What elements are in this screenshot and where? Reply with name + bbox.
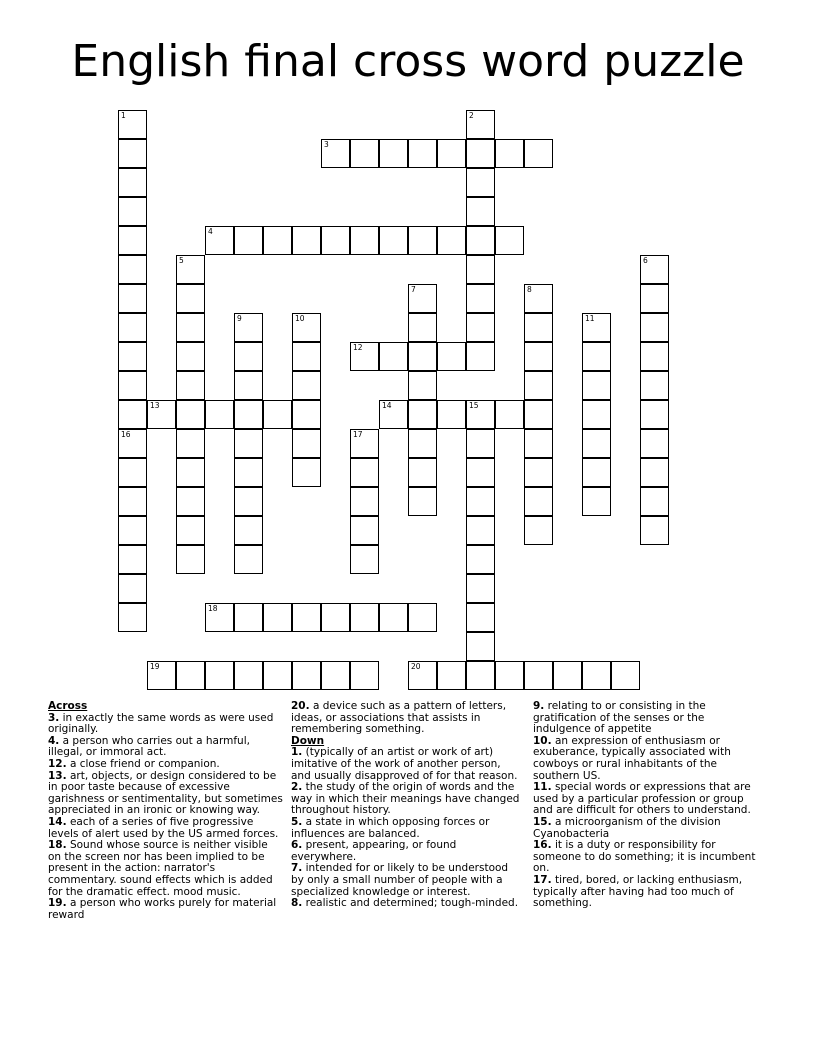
grid-cell[interactable] <box>466 429 495 458</box>
grid-cell[interactable] <box>466 110 495 139</box>
clues-column-1 <box>48 701 284 921</box>
grid-cell[interactable] <box>292 313 321 342</box>
grid-cell[interactable] <box>205 226 234 255</box>
clue-down-6[interactable] <box>291 840 523 863</box>
grid-cell[interactable] <box>118 139 147 168</box>
grid-cell[interactable] <box>437 139 466 168</box>
grid-cell[interactable] <box>524 400 553 429</box>
grid-cell[interactable] <box>118 487 147 516</box>
grid-cell[interactable] <box>205 661 234 690</box>
clue-number: 3. <box>48 711 60 724</box>
grid-cell[interactable] <box>437 400 466 429</box>
clue-number-label: 6 <box>643 256 648 265</box>
clue-number: 11. <box>533 781 552 794</box>
grid-cell[interactable] <box>640 284 669 313</box>
clue-number: 16. <box>533 839 552 852</box>
clue-number: 8. <box>291 897 303 910</box>
grid-cell[interactable] <box>379 342 408 371</box>
grid-cell[interactable] <box>350 429 379 458</box>
clue-text: (typically of an artist or work of art) imitative of the work of another person, and usually disapproved of for that reason. <box>291 746 518 782</box>
grid-cell[interactable] <box>234 458 263 487</box>
grid-cell[interactable] <box>466 545 495 574</box>
grid-cell[interactable] <box>466 284 495 313</box>
grid-cell[interactable] <box>350 139 379 168</box>
clue-text: a person who works purely for material reward <box>48 897 277 921</box>
grid-cell[interactable] <box>234 226 263 255</box>
grid-cell[interactable] <box>466 603 495 632</box>
grid-cell[interactable] <box>350 226 379 255</box>
grid-cell[interactable] <box>640 371 669 400</box>
grid-cell[interactable] <box>176 255 205 284</box>
grid-cell[interactable] <box>176 371 205 400</box>
grid-cell[interactable] <box>118 168 147 197</box>
clue-down-17[interactable] <box>533 875 765 910</box>
grid-cell[interactable] <box>118 110 147 139</box>
grid-cell[interactable] <box>234 545 263 574</box>
grid-cell[interactable] <box>118 313 147 342</box>
grid-cell[interactable] <box>640 313 669 342</box>
grid-cell[interactable] <box>263 226 292 255</box>
grid-cell[interactable] <box>408 487 437 516</box>
clue-number-label: 17 <box>353 430 363 439</box>
clue-text: present, appearing, or found everywhere. <box>291 839 457 863</box>
grid-cell[interactable] <box>466 574 495 603</box>
clue-down-1[interactable] <box>291 747 523 782</box>
grid-cell[interactable] <box>350 487 379 516</box>
clue-across-3[interactable] <box>48 713 284 736</box>
grid-cell[interactable] <box>524 284 553 313</box>
clue-number: 17. <box>533 873 552 886</box>
grid-cell[interactable] <box>582 429 611 458</box>
grid-cell[interactable] <box>350 661 379 690</box>
clue-down-9[interactable] <box>533 701 765 736</box>
grid-cell[interactable] <box>640 487 669 516</box>
clues-column-3 <box>533 701 765 910</box>
grid-cell[interactable] <box>292 429 321 458</box>
clue-number-label: 11 <box>585 314 595 323</box>
clue-number: 7. <box>291 862 303 875</box>
grid-cell[interactable] <box>350 545 379 574</box>
grid-cell[interactable] <box>582 661 611 690</box>
grid-cell[interactable] <box>234 371 263 400</box>
grid-cell[interactable] <box>147 661 176 690</box>
clue-number: 15. <box>533 815 552 828</box>
grid-cell[interactable] <box>118 400 147 429</box>
clue-across-4[interactable] <box>48 736 284 759</box>
clue-down-16[interactable] <box>533 840 765 875</box>
grid-cell[interactable] <box>118 458 147 487</box>
clue-number-label: 14 <box>382 401 392 410</box>
clue-down-10[interactable] <box>533 736 765 782</box>
grid-cell[interactable] <box>263 661 292 690</box>
clue-number-label: 12 <box>353 343 363 352</box>
clue-across-14[interactable] <box>48 817 284 840</box>
grid-cell[interactable] <box>176 487 205 516</box>
grid-cell[interactable] <box>408 661 437 690</box>
grid-cell[interactable] <box>234 487 263 516</box>
clue-number-label: 16 <box>121 430 131 439</box>
grid-cell[interactable] <box>118 255 147 284</box>
clue-number-label: 19 <box>150 662 160 671</box>
grid-cell[interactable] <box>524 516 553 545</box>
grid-cell[interactable] <box>321 139 350 168</box>
grid-cell[interactable] <box>176 400 205 429</box>
clue-number-label: 5 <box>179 256 184 265</box>
clue-text: it is a duty or responsibility for someone to do something; it is incumbent on. <box>533 839 756 875</box>
grid-cell[interactable] <box>379 603 408 632</box>
grid-cell[interactable] <box>495 661 524 690</box>
grid-cell[interactable] <box>466 342 495 371</box>
clue-number-label: 13 <box>150 401 160 410</box>
clue-number-label: 10 <box>295 314 305 323</box>
across-heading: Across <box>48 700 88 712</box>
grid-cell[interactable] <box>466 313 495 342</box>
clue-down-2[interactable] <box>291 782 523 817</box>
clues-column-2 <box>291 701 523 910</box>
down-heading: Down <box>291 734 325 747</box>
clue-text: Sound whose source is neither visible on the screen nor has been implied to be present in the action: narrator's commentary. sound effects which is added for the dramatic effect. mood music. <box>48 839 273 898</box>
clue-across-18[interactable] <box>48 840 284 898</box>
grid-cell[interactable] <box>118 574 147 603</box>
grid-cell[interactable] <box>582 487 611 516</box>
clue-number-label: 20 <box>411 662 421 671</box>
clue-down-15[interactable] <box>533 817 765 840</box>
puzzle-title: English final cross word puzzle <box>71 36 745 87</box>
clue-number: 20. <box>291 700 310 712</box>
clue-down-5[interactable] <box>291 817 523 840</box>
grid-cell[interactable] <box>118 197 147 226</box>
clue-text: tired, bored, or lacking enthusiasm, typically after having had too much of something. <box>533 873 743 910</box>
grid-cell[interactable] <box>176 429 205 458</box>
grid-cell[interactable] <box>553 661 582 690</box>
clue-text: a state in which opposing forces or influences are balanced. <box>291 815 490 840</box>
grid-cell[interactable] <box>582 342 611 371</box>
grid-cell[interactable] <box>176 342 205 371</box>
grid-cell[interactable] <box>118 429 147 458</box>
grid-cell[interactable] <box>408 313 437 342</box>
grid-cell[interactable] <box>292 342 321 371</box>
grid-cell[interactable] <box>524 342 553 371</box>
grid-cell[interactable] <box>582 400 611 429</box>
clue-number: 9. <box>533 700 545 712</box>
grid-cell[interactable] <box>640 429 669 458</box>
grid-cell[interactable] <box>118 516 147 545</box>
grid-cell[interactable] <box>118 371 147 400</box>
grid-cell[interactable] <box>466 226 495 255</box>
grid-cell[interactable] <box>176 458 205 487</box>
grid-cell[interactable] <box>640 342 669 371</box>
grid-cell[interactable] <box>408 400 437 429</box>
grid-cell[interactable] <box>379 139 408 168</box>
grid-cell[interactable] <box>408 342 437 371</box>
grid-cell[interactable] <box>147 400 176 429</box>
grid-cell[interactable] <box>176 313 205 342</box>
grid-cell[interactable] <box>118 284 147 313</box>
grid-cell[interactable] <box>524 487 553 516</box>
clue-text: relating to or consisting in the gratification of the senses or the indulgence of appetite <box>533 700 706 736</box>
grid-cell[interactable] <box>176 516 205 545</box>
clue-number: 12. <box>48 757 67 770</box>
grid-cell[interactable] <box>495 226 524 255</box>
clue-text: a device such as a pattern of letters, ideas, or associations that assists in remembering something. <box>291 700 507 736</box>
clue-number-label: 1 <box>121 111 126 120</box>
grid-cell[interactable] <box>292 371 321 400</box>
grid-cell[interactable] <box>408 139 437 168</box>
grid-cell[interactable] <box>350 342 379 371</box>
clue-number-label: 4 <box>208 227 213 236</box>
grid-cell[interactable] <box>466 632 495 661</box>
grid-cell[interactable] <box>176 545 205 574</box>
grid-cell[interactable] <box>524 313 553 342</box>
grid-cell[interactable] <box>582 371 611 400</box>
grid-cell[interactable] <box>611 661 640 690</box>
grid-cell[interactable] <box>176 661 205 690</box>
grid-cell[interactable] <box>292 603 321 632</box>
grid-cell[interactable] <box>379 400 408 429</box>
clue-text: a person who carries out a harmful, illegal, or immoral act. <box>48 734 250 759</box>
grid-cell[interactable] <box>292 661 321 690</box>
grid-cell[interactable] <box>582 458 611 487</box>
grid-cell[interactable] <box>524 429 553 458</box>
clue-text: a microorganism of the division Cyanobacteria <box>533 815 721 840</box>
grid-cell[interactable] <box>408 226 437 255</box>
grid-cell[interactable] <box>118 603 147 632</box>
grid-cell[interactable] <box>234 661 263 690</box>
grid-cell[interactable] <box>640 458 669 487</box>
grid-cell[interactable] <box>466 661 495 690</box>
clue-across-20[interactable] <box>291 701 523 736</box>
clue-text: special words or expressions that are used by a particular profession or group and are difficult for others to understand. <box>533 781 751 817</box>
grid-cell[interactable] <box>408 603 437 632</box>
grid-cell[interactable] <box>234 516 263 545</box>
grid-cell[interactable] <box>205 603 234 632</box>
grid-cell[interactable] <box>437 226 466 255</box>
grid-cell[interactable] <box>640 400 669 429</box>
grid-cell[interactable] <box>118 545 147 574</box>
grid-cell[interactable] <box>408 284 437 313</box>
grid-cell[interactable] <box>234 342 263 371</box>
grid-cell[interactable] <box>118 226 147 255</box>
grid-cell[interactable] <box>524 139 553 168</box>
grid-cell[interactable] <box>292 226 321 255</box>
grid-cell[interactable] <box>437 661 466 690</box>
grid-cell[interactable] <box>205 400 234 429</box>
clue-text: in exactly the same words as were used originally. <box>48 711 274 736</box>
grid-cell[interactable] <box>466 458 495 487</box>
clue-number: 19. <box>48 897 67 910</box>
grid-cell[interactable] <box>466 516 495 545</box>
clue-number: 18. <box>48 839 67 852</box>
grid-cell[interactable] <box>234 400 263 429</box>
grid-cell[interactable] <box>582 313 611 342</box>
grid-cell[interactable] <box>234 603 263 632</box>
grid-cell[interactable] <box>263 603 292 632</box>
clue-down-11[interactable] <box>533 782 765 817</box>
grid-cell[interactable] <box>640 255 669 284</box>
clue-across-19[interactable] <box>48 898 284 921</box>
clue-number-label: 3 <box>324 140 329 149</box>
grid-cell[interactable] <box>466 197 495 226</box>
clue-number-label: 18 <box>208 604 218 613</box>
clue-across-13[interactable] <box>48 771 284 817</box>
grid-cell[interactable] <box>321 661 350 690</box>
grid-cell[interactable] <box>118 342 147 371</box>
grid-cell[interactable] <box>495 139 524 168</box>
clue-number: 4. <box>48 734 60 747</box>
grid-cell[interactable] <box>234 313 263 342</box>
grid-cell[interactable] <box>408 429 437 458</box>
grid-cell[interactable] <box>524 458 553 487</box>
clue-text: each of a series of five progressive levels of alert used by the US armed forces. <box>48 815 279 840</box>
grid-cell[interactable] <box>379 226 408 255</box>
grid-cell[interactable] <box>640 516 669 545</box>
clue-text: intended for or likely to be understood by only a small number of people with a specialized knowledge or interest. <box>291 862 509 898</box>
grid-cell[interactable] <box>350 458 379 487</box>
clue-number-label: 2 <box>469 111 474 120</box>
clue-text: art, objects, or design considered to be in poor taste because of excessive garishness or sentimentality, but sometimes appreciated in an ironic or knowing way. <box>48 769 283 817</box>
grid-cell[interactable] <box>437 342 466 371</box>
clue-text: an expression of enthusiasm or exuberance, typically associated with cowboys or rural inhabitants of the southern US. <box>533 734 731 782</box>
grid-cell[interactable] <box>466 168 495 197</box>
grid-cell[interactable] <box>466 255 495 284</box>
grid-cell[interactable] <box>321 226 350 255</box>
grid-cell[interactable] <box>466 139 495 168</box>
grid-cell[interactable] <box>466 400 495 429</box>
grid-cell[interactable] <box>466 487 495 516</box>
clue-text: the study of the origin of words and the way in which their meanings have changed throughout history. <box>291 781 520 817</box>
clue-number: 2. <box>291 781 303 794</box>
grid-cell[interactable] <box>263 400 292 429</box>
grid-cell[interactable] <box>350 603 379 632</box>
grid-cell[interactable] <box>408 458 437 487</box>
grid-cell[interactable] <box>350 516 379 545</box>
grid-cell[interactable] <box>408 371 437 400</box>
clue-number-label: 8 <box>527 285 532 294</box>
clue-down-8[interactable] <box>291 898 523 910</box>
clue-number: 1. <box>291 746 303 759</box>
clue-number-label: 7 <box>411 285 416 294</box>
grid-cell[interactable] <box>524 661 553 690</box>
clue-number: 13. <box>48 769 67 782</box>
grid-cell[interactable] <box>495 400 524 429</box>
clue-down-7[interactable] <box>291 863 523 898</box>
grid-cell[interactable] <box>292 400 321 429</box>
grid-cell[interactable] <box>176 284 205 313</box>
clue-number-label: 15 <box>469 401 479 410</box>
clue-text: a close friend or companion. <box>69 757 220 770</box>
grid-cell[interactable] <box>292 458 321 487</box>
grid-cell[interactable] <box>321 603 350 632</box>
grid-cell[interactable] <box>234 429 263 458</box>
clue-number: 14. <box>48 815 67 828</box>
clue-number-label: 9 <box>237 314 242 323</box>
clue-number: 5. <box>291 815 303 828</box>
grid-cell[interactable] <box>524 371 553 400</box>
clue-number: 10. <box>533 734 552 747</box>
clue-number: 6. <box>291 839 303 852</box>
clue-text: realistic and determined; tough-minded. <box>305 897 519 910</box>
